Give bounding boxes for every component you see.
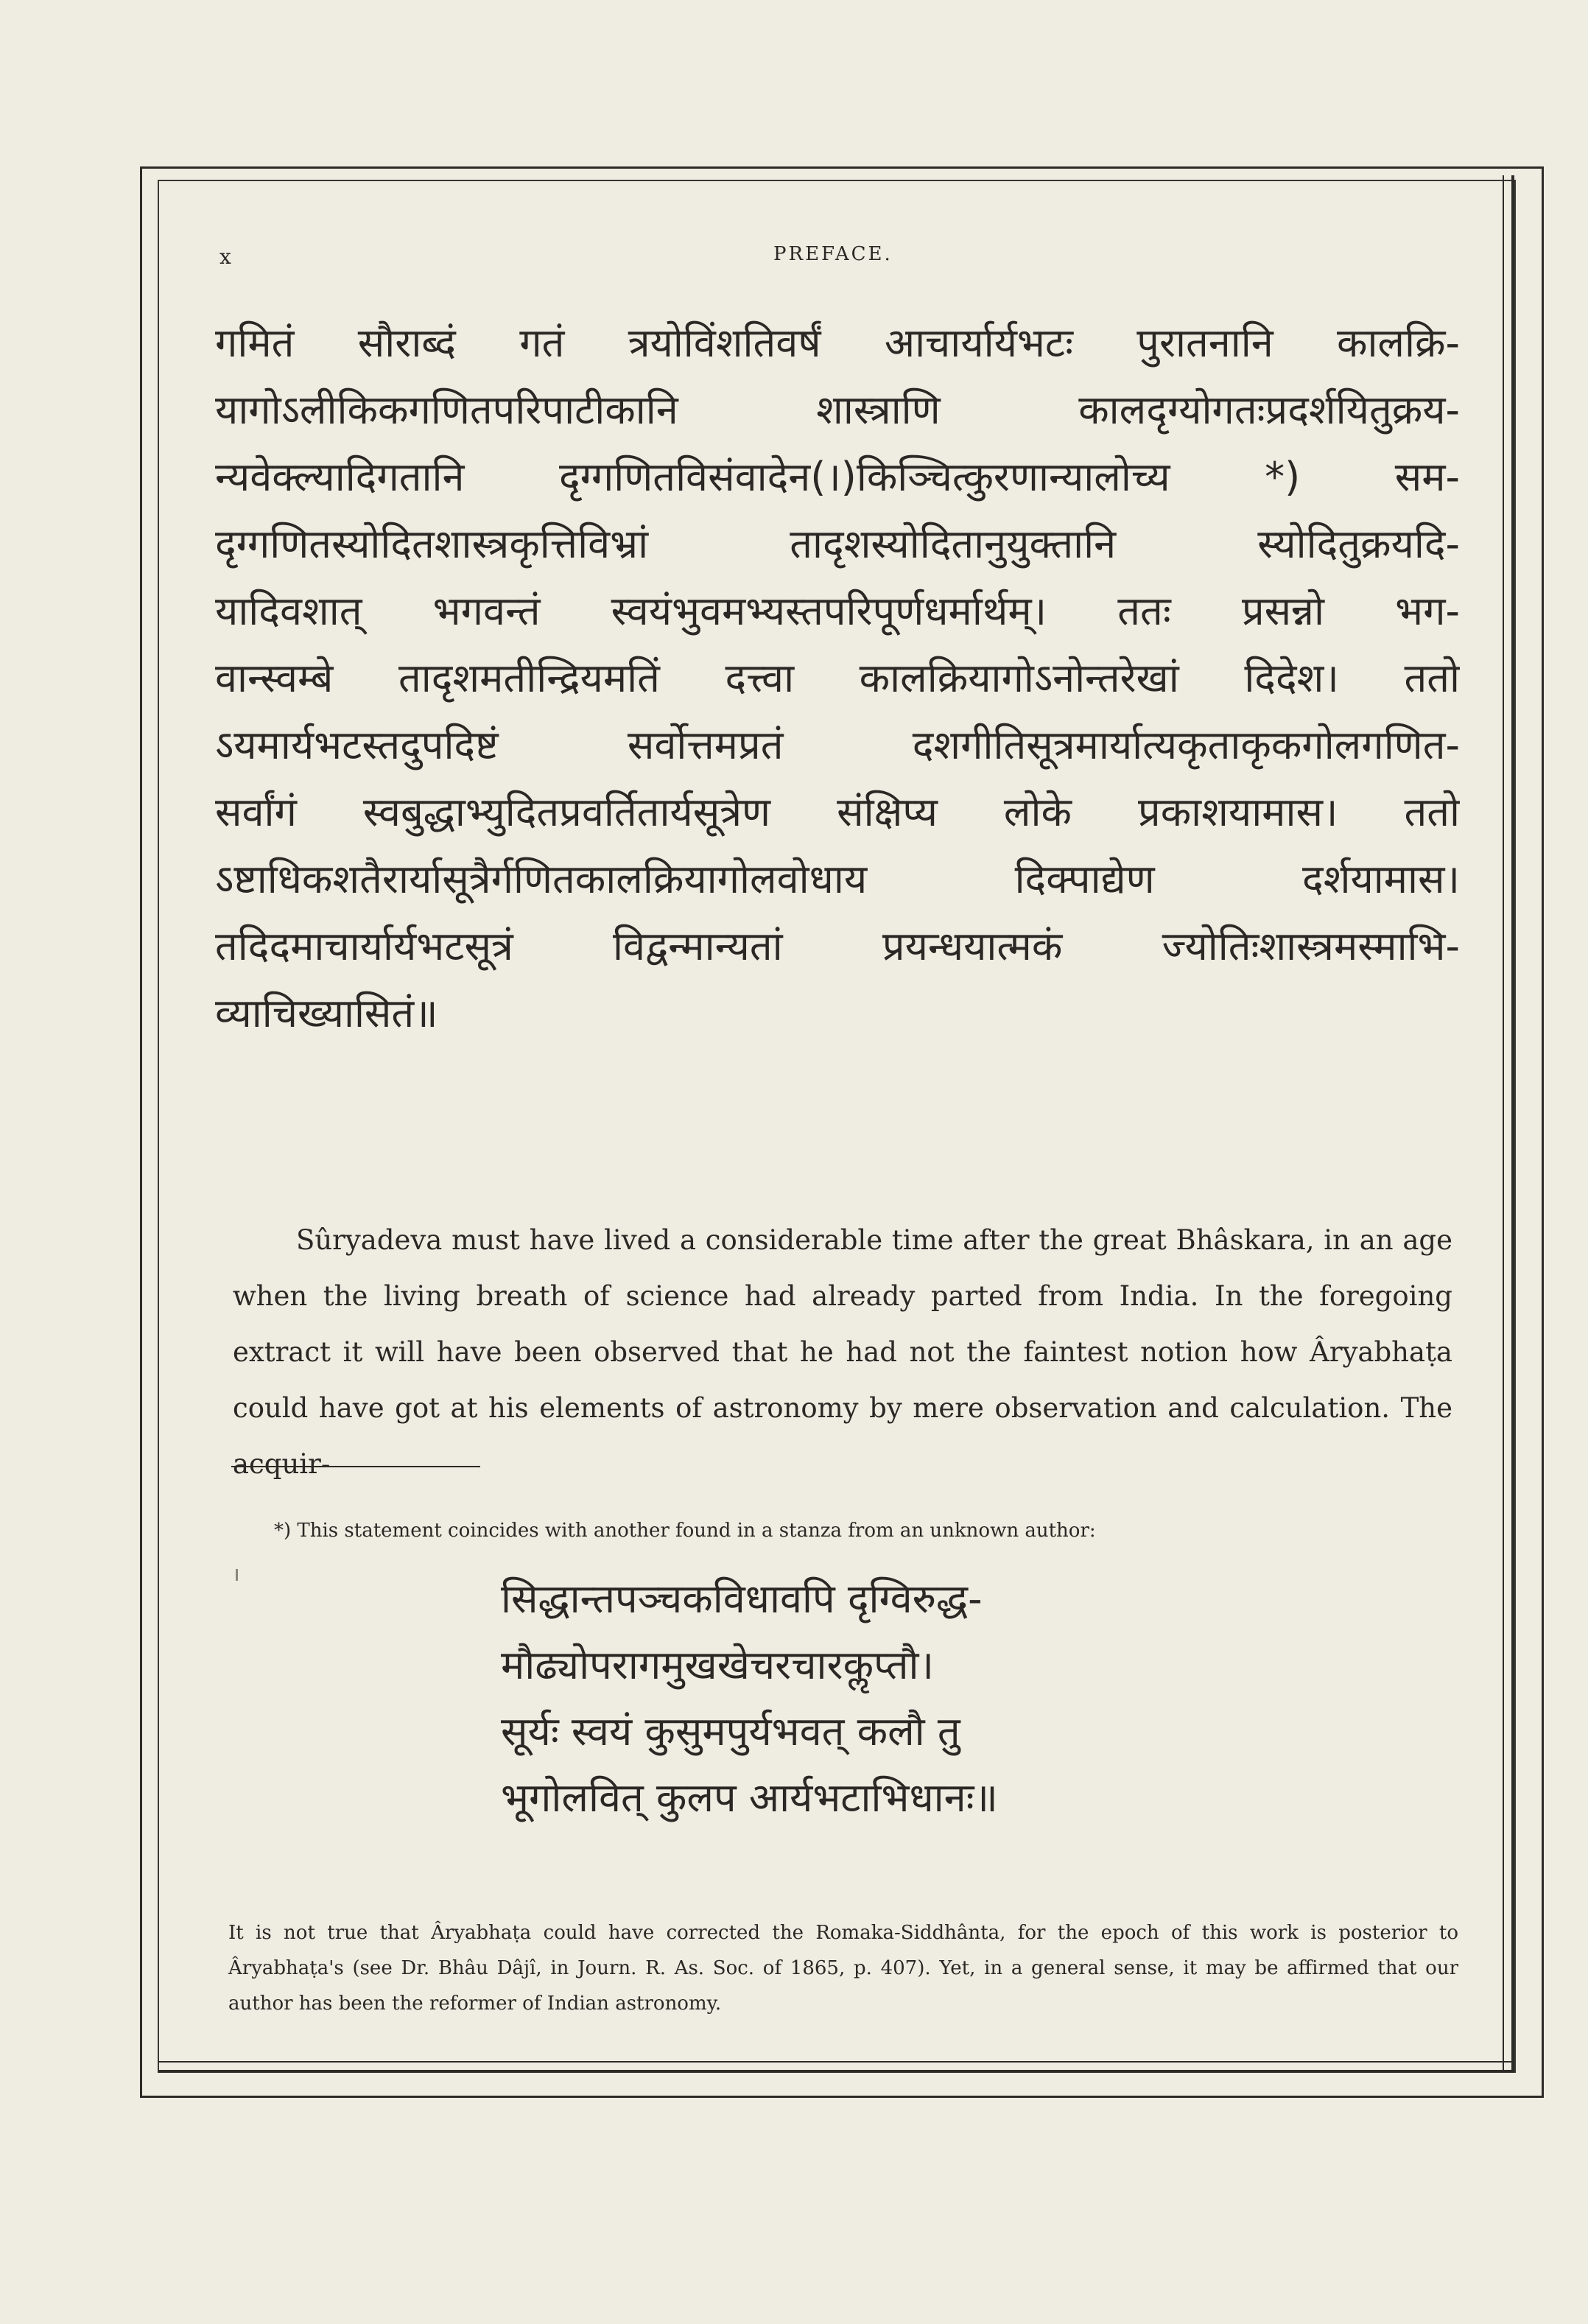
sanskrit-line: सर्वांगं स्वबुद्धाभ्युदितप्रवर्तितार्यसूत्रेण संक्षिप्य लोके प्रकाशयामास। ततो — [215, 789, 1460, 835]
sanskrit-line: तदिदमाचार्यार्यभटसूत्रं विद्वन्मान्यतां प्रयन्धयात्मकं ज्योतिःशास्त्रमस्माभि- — [215, 923, 1460, 969]
sanskrit-line: वान्स्वम्बे तादृशमतीन्द्रियमतिं दत्त्वा कालक्रियागोऽनोन्तरेखां दिदेश। ततो — [215, 655, 1460, 701]
page-border-bottom-shadow — [158, 2061, 1514, 2073]
sanskrit-passage — [215, 309, 1460, 1047]
footnote-intro: *) This statement coincides with another found in a stanza from an unknown author: — [274, 1520, 1096, 1542]
sanskrit-line: ऽष्टाधिकशतैरार्यासूत्रैर्गणितकालक्रियागोलवोधाय दिक्पाद्येण दर्शयामास। — [215, 856, 1460, 902]
english-paragraph: Sûryadeva must have lived a considerable time after the great Bhâskara, in an age when the living breath of science had already parted from India. In the foregoing extract it will have been observed that he had not the faintest notion how Âryabhaṭa could have got at his elements of astronomy by mere observation and calculation. The acquir- — [233, 1224, 1452, 1480]
sanskrit-line: यागोऽलीकिकगणितपरिपाटीकानि शास्त्राणि कालदृग्योगतःप्रदर्शयितुक्रय- — [215, 387, 1460, 433]
stanza-line: मौढ्योपरागमुखखेचरचारकॢप्तौ। — [501, 1642, 934, 1688]
footnote-note: It is not true that Âryabhaṭa could have corrected the Romaka-Siddhânta, for the epoch of this work is posterior to Âryabhaṭa's (see Dr. Bhâu Dâjî, in Journ. R. As. Soc. of 1865, p. 407). Yet, in a general sense, it may be affirmed that our author has been the reformer of Indian astronomy. — [228, 1922, 1458, 2015]
sanskrit-line: दृग्गणितस्योदितशास्त्रकृत्तिविभ्रां तादृशस्योदितानुयुक्तानि स्योदितुक्रयदि- — [215, 521, 1460, 567]
stanza-line: सिद्धान्तपञ्चकविधावपि दृग्विरुद्ध- — [501, 1576, 983, 1622]
footnote-rule — [231, 1466, 480, 1467]
stanza-line: सूर्यः स्वयं कुसुमपुर्यभवत् कलौ तु — [501, 1708, 960, 1755]
print-speck — [236, 1569, 238, 1581]
stanza-line: भूगोलवित् कुलप आर्यभटाभिधानः॥ — [501, 1774, 998, 1821]
page-border-right-shadow — [1503, 175, 1514, 2071]
sanskrit-line: न्यवेक्ल्यादिगतानि दृग्गणितविसंवादेन(।)किञ्चित्कुरणान्यालोच्य *) सम- — [215, 454, 1460, 500]
sanskrit-line: यादिवशात् भगवन्तं स्वयंभुवमभ्यस्तपरिपूर्णधर्मार्थम्। ततः प्रसन्नो भग- — [215, 588, 1460, 634]
page-number: x — [219, 245, 232, 269]
running-head: PREFACE. — [773, 243, 893, 265]
footnote-stanza — [501, 1566, 1134, 1831]
sanskrit-line: व्याचिख्यासितं॥ — [215, 990, 438, 1036]
sanskrit-line: ऽयमार्यभटस्तदुपदिष्टं सर्वोत्तमप्रतं दशगीतिसूत्रमार्यात्यकृताकृकगोलगणित- — [215, 722, 1460, 768]
sanskrit-line: गमितं सौराब्दं गतं त्रयोविंशतिवर्षं आचार्यार्यभटः पुरातनानि कालक्रि- — [215, 320, 1460, 366]
